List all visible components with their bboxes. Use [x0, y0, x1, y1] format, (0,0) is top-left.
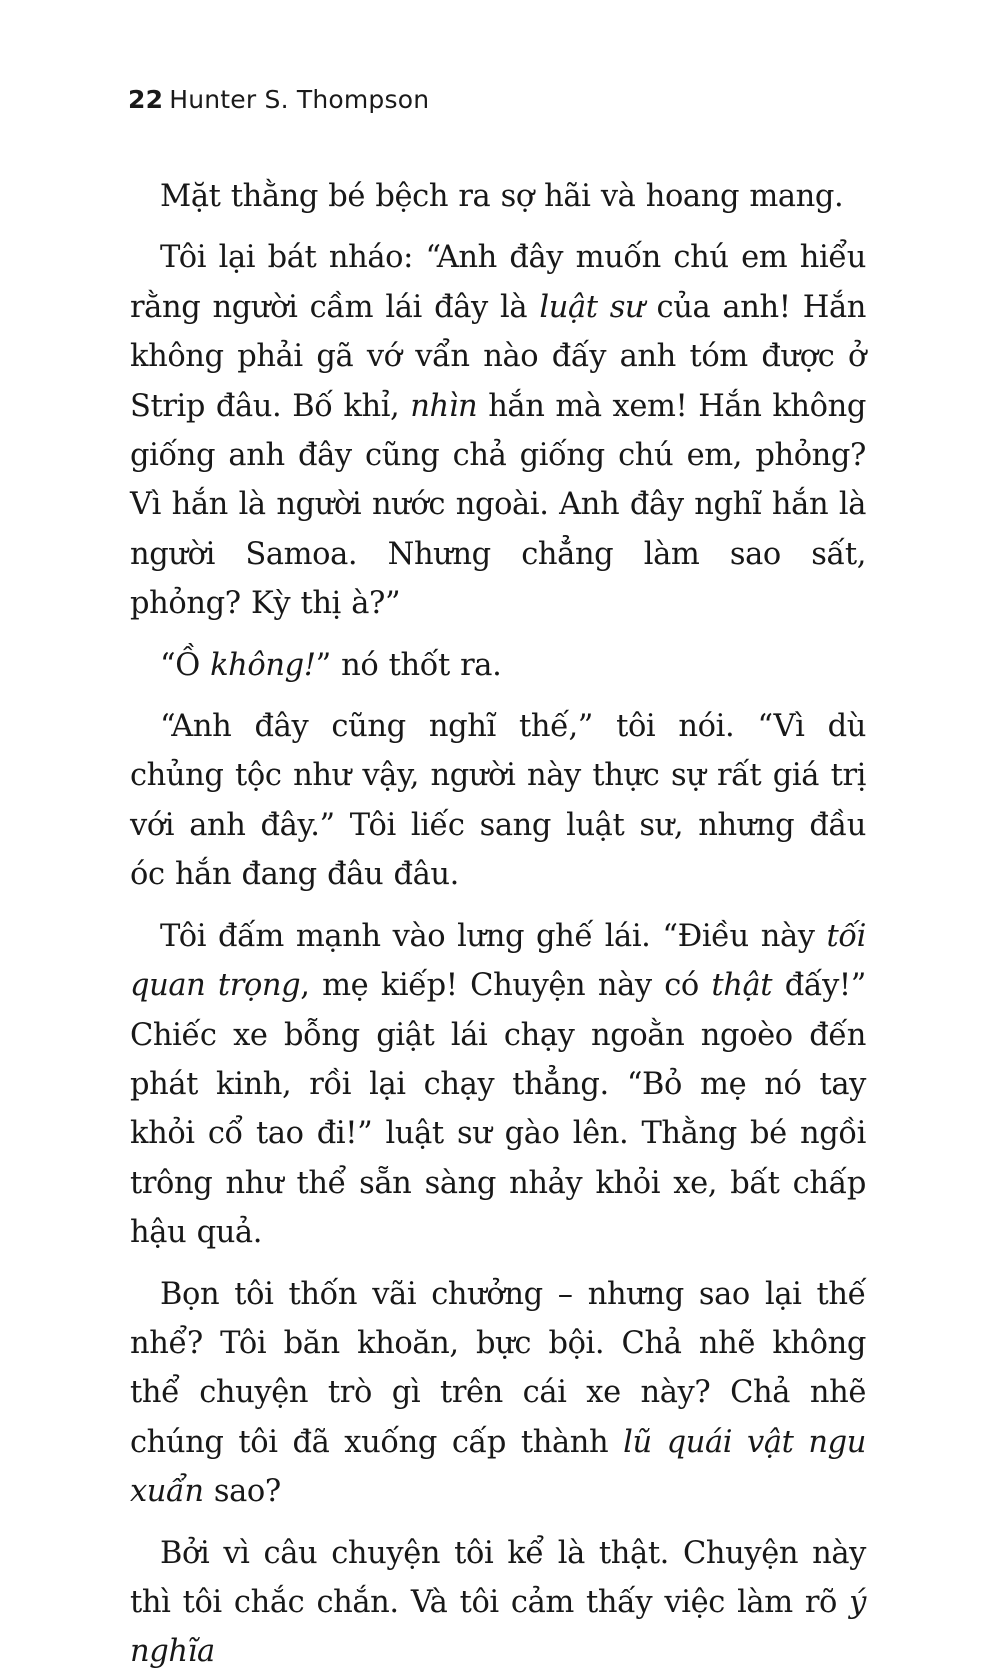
- author-name: Hunter S. Thompson: [169, 85, 430, 114]
- paragraph: [130, 702, 866, 900]
- paragraph: [130, 172, 866, 221]
- italic-segment: thật: [711, 968, 773, 1004]
- text-segment: Mặt thằng bé bệch ra sợ hãi và hoang mang.: [160, 179, 844, 214]
- text-segment: “Anh đây cũng nghĩ thế,” tôi nói. “Vì dù chủng tộc như vậy, người này thực sự rất giá trị với anh đây.” Tôi liếc sang luật sư, nhưng đầu óc hắn đang đâu đâu.: [130, 709, 866, 893]
- paragraph: [130, 641, 866, 690]
- italic-segment: nhìn: [410, 388, 478, 424]
- text-segment: đấy!” Chiếc xe bỗng giật lái chạy ngoằn ngoèo đến phát kinh, rồi lại chạy thẳng. “Bỏ mẹ nó tay khỏi cổ tao đi!” luật sư gào lên. Thằng bé ngồi trông như thể sẵn sàng nhảy khỏi xe, bất chấp hậu quả.: [130, 968, 866, 1251]
- text-segment: Tôi đấm mạnh vào lưng ghế lái. “Điều này: [160, 918, 827, 954]
- text-segment: ” nó thốt ra.: [315, 647, 502, 683]
- text-segment: hắn mà xem! Hắn không giống anh đây cũng chả giống chú em, phỏng? Vì hắn là người nước ngoài. Anh đây nghĩ hắn là người Samoa. Nhưng chẳng làm sao sất, phỏng? Kỳ thị à?”: [130, 388, 866, 622]
- italic-segment: không!: [210, 647, 316, 683]
- paragraph: [130, 233, 866, 628]
- paragraph: [130, 912, 866, 1258]
- italic-segment: ý nghĩa: [130, 1584, 866, 1670]
- text-segment: sao?: [203, 1474, 281, 1510]
- text-segment: “Ồ: [160, 647, 211, 683]
- text-segment: Bởi vì câu chuyện tôi kể là thật. Chuyện này thì tôi chắc chắn. Và tôi cảm thấy việc làm rõ: [130, 1535, 866, 1620]
- text-segment: , mẹ kiếp! Chuyện này có: [300, 968, 712, 1004]
- italic-segment: luật sư: [539, 289, 645, 325]
- body-text: [130, 172, 866, 1677]
- text-segment: Bọn tôi thốn vãi chưởng – nhưng sao lại thế nhể? Tôi băn khoăn, bực bội. Chả nhẽ không thể chuyện trò gì trên cái xe này? Chả nhẽ chúng tôi đã xuống cấp thành: [130, 1276, 866, 1460]
- paragraph: [130, 1270, 866, 1517]
- text-segment: của anh! Hắn không phải gã vớ vẩn nào đấy anh tóm được ở Strip đâu. Bố khỉ,: [130, 289, 866, 424]
- paragraph: [130, 1529, 866, 1677]
- italic-segment: tối quan trọng: [130, 918, 866, 1004]
- running-head: [128, 80, 429, 120]
- text-segment: Tôi lại bát nháo: “Anh đây muốn chú em hiểu rằng người cầm lái đây là: [130, 240, 866, 325]
- italic-segment: lũ quái vật ngu xuẩn: [130, 1424, 866, 1510]
- page-number: 22: [128, 85, 164, 114]
